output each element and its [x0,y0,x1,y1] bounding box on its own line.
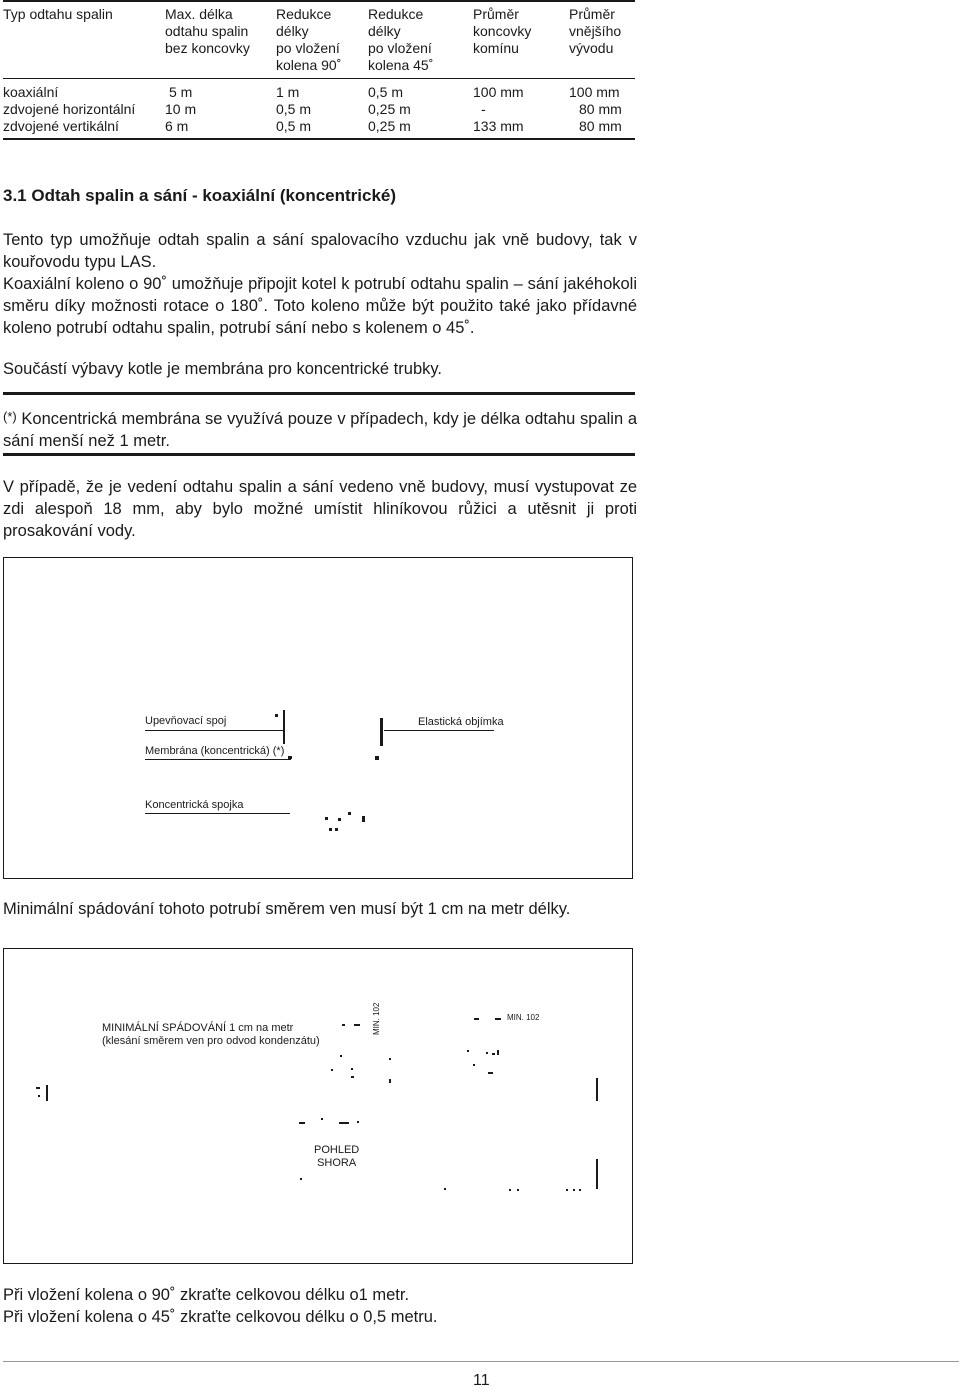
label-fixing-joint: Upevňovací spoj [145,715,227,727]
drawing-mark [338,818,341,821]
drawing-mark [497,1050,499,1055]
drawing-mark [38,1095,40,1097]
drawing-mark [362,816,365,822]
drawing-mark [467,1050,469,1052]
drawing-mark [36,1087,40,1089]
label-elastic-clamp: Elastická objímka [418,716,504,728]
table-header-rule [3,78,635,79]
drawing-mark [495,1018,501,1020]
label-line [145,730,283,731]
drawing-mark [380,718,383,746]
label-line [384,730,494,731]
drawing-mark [566,1189,568,1191]
table-cell: 80 mm [579,101,622,117]
drawing-mark [517,1189,519,1191]
table-cell: zdvojené horizontální [3,101,136,117]
table-cell: 10 m [165,101,197,117]
paragraph-intro: Tento typ umožňuje odtah spalin a sání spalovacího vzduchu jak vně budovy, tak v kouřovodu typu LAS. [3,231,637,271]
drawing-mark [348,812,351,815]
page-number: 11 [473,1372,490,1389]
paragraph-equipment: Součástí výbavy kotle je membrána pro koncentrické trubky. [3,360,442,378]
drawing-mark [488,1072,493,1074]
label-min-102-vertical: MIN. 102 [372,1002,381,1035]
drawing-mark [339,1122,349,1124]
table-cell: 100 mm [569,84,620,100]
table-header-reduction-90: Redukce délky po vložení kolena 90˚ [276,6,342,73]
table-cell: 5 m [169,84,193,100]
drawing-mark [351,1076,354,1078]
label-min-102: MIN. 102 [507,1013,540,1022]
table-header-type: Typ odtahu spalin [3,6,113,22]
label-line [145,759,291,760]
table-cell: 0,5 m [276,118,312,134]
drawing-mark [46,1085,48,1101]
drawing-mark [283,710,285,744]
drawing-mark [299,1122,305,1124]
drawing-mark [474,1018,479,1020]
drawing-mark [331,1069,333,1071]
drawing-mark [389,1058,391,1060]
drawing-mark [579,1189,581,1191]
table-cell: zdvojené vertikální [3,118,119,134]
note-top-rule [3,392,635,395]
drawing-mark [389,1079,391,1083]
section-heading: 3.1 Odtah spalin a sání - koaxiální (koncentrické) [3,186,397,205]
footer-rule [3,1361,959,1362]
table-cell: 0,25 m [368,118,411,134]
table-cell: 1 m [276,84,300,100]
drawing-mark [325,817,328,820]
drawing-mark [486,1052,488,1054]
table-cell: 100 mm [473,84,524,100]
table-top-rule [3,0,635,2]
drawing-mark [329,828,332,831]
table-header-chimney-diameter: Průměr koncovky komínu [473,6,532,56]
figure-slope-diagram [3,948,633,1264]
paragraph-elbow: Koaxiální koleno o 90˚ umožňuje připojit kotel k potrubí odtahu spalin – sání jakéhokoli směru díky možnosti rotace o 180˚. Toto koleno může být použito také jako přídavné koleno potrubí odtahu spalin, potrubí sání nebo s kolenem o 45˚. [3,275,637,337]
label-top-view: POHLED SHORA [314,1144,360,1169]
table-cell: 0,25 m [368,101,411,117]
paragraph-outside: V případě, že je vedení odtahu spalin a sání vedeno vně budovy, musí vystupovat ze zdi alespoň 18 mm, aby bylo možné umístit hliníkovou růžici a utěsnit ji proti prosakování vody. [3,478,637,540]
drawing-mark [321,1118,323,1120]
drawing-mark [275,714,278,717]
label-min-slope: MINIMÁLNÍ SPÁDOVÁNÍ 1 cm na metr (klesání směrem ven pro odvod kondenzátu) [102,1022,320,1047]
drawing-mark [573,1189,575,1191]
drawing-mark [596,1078,598,1101]
figure-concentric-assembly [3,557,633,879]
drawing-mark [473,1064,475,1066]
table-cell: 0,5 m [368,84,404,100]
drawing-mark [596,1159,598,1189]
table-header-max-length: Max. délka odtahu spalin bez koncovky [165,6,250,56]
note-text: Koncentrická membrána se využívá pouze v případech, kdy je délka odtahu spalin a sání menší než 1 metr. [3,410,637,450]
drawing-mark [354,1024,360,1026]
footer-line-45: Při vložení kolena o 45˚ zkraťte celkovou délku o 0,5 metru. [3,1308,438,1326]
label-line [145,813,290,814]
note-mark: (*) [3,409,17,424]
label-membrane: Membrána (koncentrická) (*) [145,745,285,757]
table-cell: - [481,101,486,117]
drawing-mark [444,1188,446,1190]
drawing-mark [492,1053,495,1055]
note-bottom-rule [3,453,635,456]
footer-line-90: Při vložení kolena o 90˚ zkraťte celkovou délku o1 metr. [3,1286,410,1304]
table-cell: koaxiální [3,84,59,100]
drawing-mark [300,1178,302,1180]
drawing-mark [288,756,292,759]
label-concentric-coupling: Koncentrická spojka [145,799,244,811]
table-header-outlet-diameter: Průměr vnějšího vývodu [569,6,622,56]
table-bottom-rule [3,138,635,140]
table-cell: 133 mm [473,118,524,134]
paragraph-slope: Minimální spádování tohoto potrubí směrem ven musí být 1 cm na metr délky. [3,900,571,918]
drawing-mark [335,828,338,831]
drawing-mark [357,1121,359,1123]
drawing-mark [342,1024,345,1026]
table-header-reduction-45: Redukce délky po vložení kolena 45˚ [368,6,434,73]
drawing-mark [375,756,379,760]
drawing-mark [340,1055,342,1057]
table-cell: 80 mm [579,118,622,134]
note-paragraph [3,406,637,452]
table-cell: 0,5 m [276,101,312,117]
drawing-mark [509,1189,511,1191]
table-cell: 6 m [165,118,189,134]
drawing-mark [351,1068,353,1070]
